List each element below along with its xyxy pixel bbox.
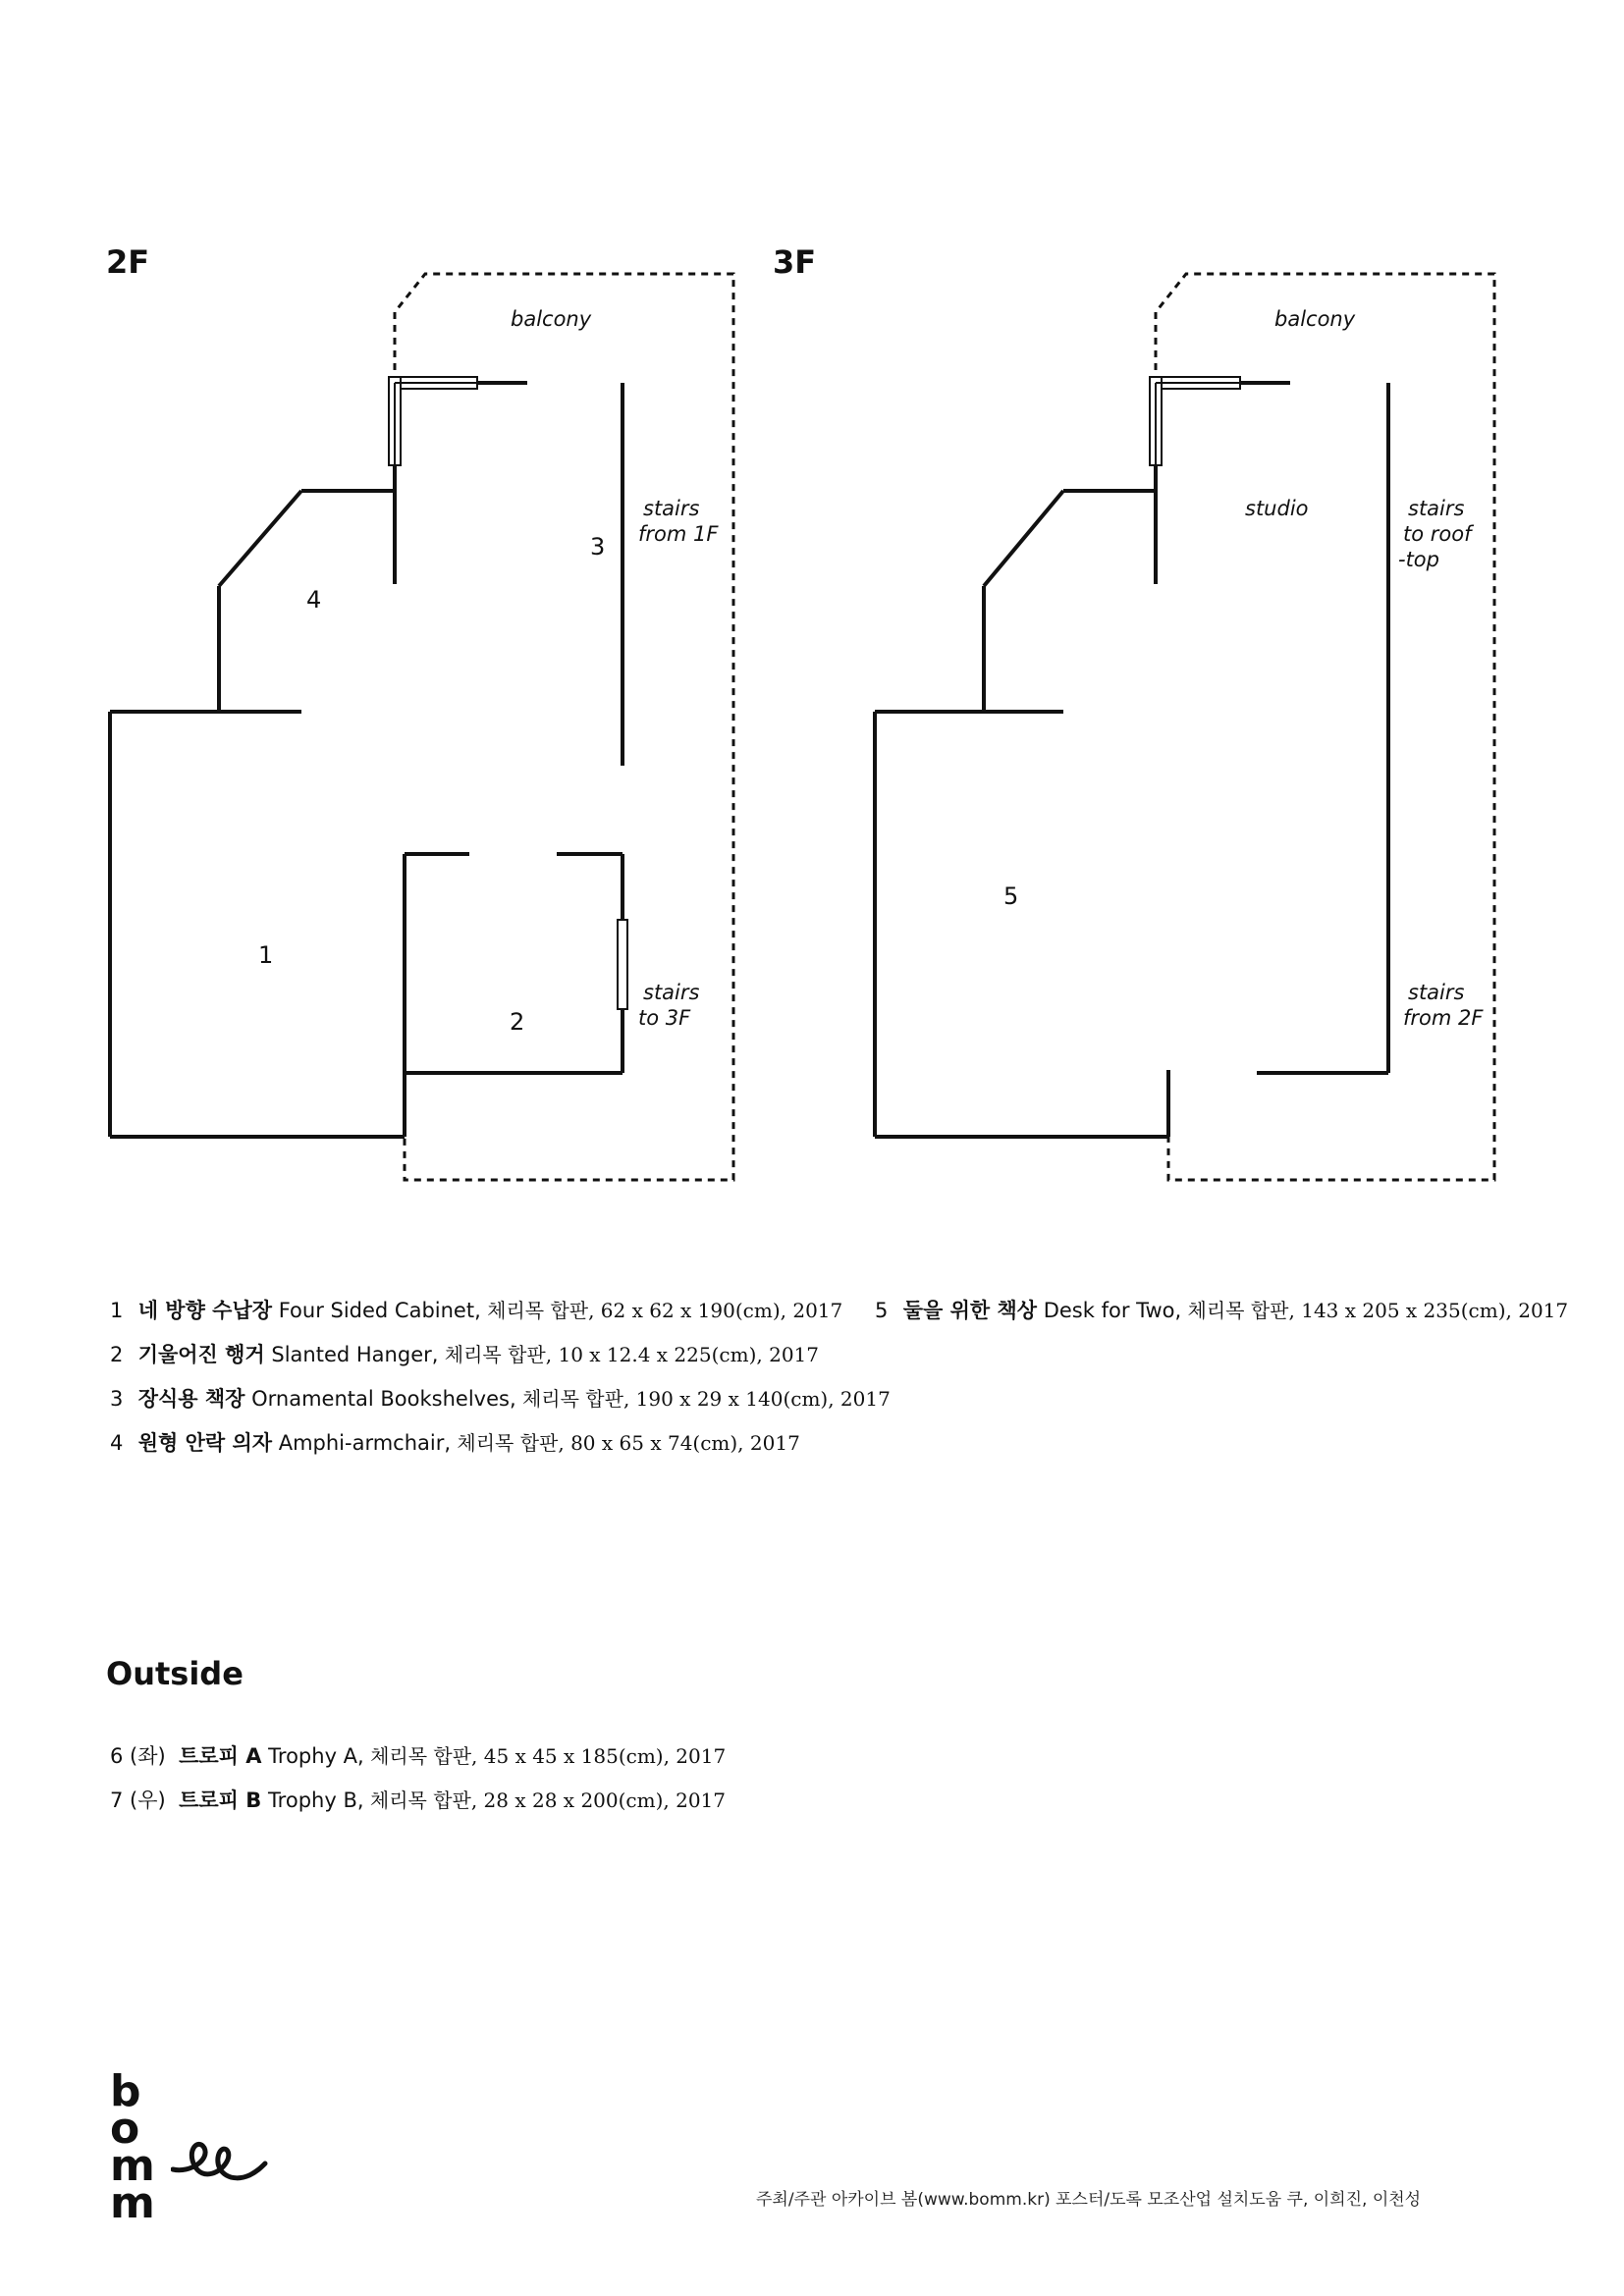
label-3f-studio: studio [1245, 497, 1309, 520]
list-item [110, 1779, 726, 1823]
logo-letter-b: b [110, 2066, 140, 2116]
item-number: 1 [110, 1299, 124, 1322]
item-korean-title: 트로피 B [179, 1789, 262, 1812]
item-korean-title: 장식용 책장 [137, 1387, 245, 1411]
item-english-title: Slanted Hanger, [264, 1343, 439, 1366]
label-2f-stairs-from-1f-a: stairs [643, 497, 700, 520]
label-2f-stairs-from-1f-b: from 1F [638, 522, 719, 546]
item-korean-title: 네 방향 수납장 [137, 1299, 273, 1322]
walls-3f [875, 383, 1388, 1137]
item-material: 체리목 합판, 28 x 28 x 200(cm), 2017 [363, 1789, 727, 1812]
item-material: 체리목 합판, 45 x 45 x 185(cm), 2017 [363, 1744, 727, 1768]
item-english-title: Ornamental Bookshelves, [244, 1387, 516, 1411]
label-3f-stairs-from-2f-a: stairs [1408, 981, 1465, 1004]
item-number: 2 [110, 1343, 124, 1366]
credits-line: 주최/주관 아카이브 봄(www.bomm.kr) 포스터/도록 모조산업 설치도움 쿠, 이희진, 이천성 [756, 2190, 1422, 2210]
window-frame-2f [389, 377, 477, 465]
piece-number-4: 4 [306, 586, 322, 614]
list-item [110, 1333, 891, 1377]
works-list [110, 1289, 891, 1466]
label-2f-stairs-to-3f-b: to 3F [638, 1006, 691, 1030]
item-material: 체리목 합판, 80 x 65 x 74(cm), 2017 [451, 1431, 800, 1455]
item-material: 체리목 합판, 62 x 62 x 190(cm), 2017 [480, 1299, 843, 1322]
label-3f-stairs-roof-b: to roof [1403, 522, 1472, 546]
floor-2f-title: 2F [106, 243, 150, 281]
outside-title: Outside [106, 1655, 244, 1692]
item-korean-title: 트로피 A [179, 1744, 262, 1768]
label-3f-balcony: balcony [1274, 307, 1356, 331]
list-item [110, 1735, 726, 1779]
logo-letter-m2: m [110, 2178, 154, 2228]
item-korean-title: 둘을 위한 책상 [902, 1299, 1038, 1322]
label-3f-stairs-roof-a: stairs [1408, 497, 1465, 520]
piece-number-2: 2 [510, 1008, 525, 1036]
outside-list [110, 1735, 726, 1823]
item-english-title: Amphi-armchair, [272, 1431, 452, 1455]
exterior-boundary-3f [1156, 274, 1494, 1180]
item-number: 7 (우) [110, 1789, 166, 1812]
bomm-logo [110, 2066, 267, 2230]
list-item [875, 1289, 1568, 1333]
piece-number-3: 3 [590, 533, 606, 561]
item-english-title: Desk for Two, [1037, 1299, 1182, 1322]
exterior-boundary-2f [395, 274, 733, 1180]
item-material: 체리목 합판, 143 x 205 x 235(cm), 2017 [1181, 1299, 1569, 1322]
list-item [110, 1421, 891, 1466]
logo-swirl-icon [171, 2130, 269, 2199]
stair-opening-2f [618, 920, 627, 1009]
piece-number-5: 5 [1003, 882, 1019, 910]
works-list-right [875, 1289, 1568, 1333]
item-material: 체리목 합판, 190 x 29 x 140(cm), 2017 [515, 1387, 891, 1411]
floor-plan-2f [110, 274, 733, 1180]
item-english-title: Four Sided Cabinet, [272, 1299, 481, 1322]
item-number: 4 [110, 1431, 124, 1455]
list-item [110, 1377, 891, 1421]
item-korean-title: 원형 안락 의자 [137, 1431, 273, 1455]
label-3f-stairs-from-2f-b: from 2F [1403, 1006, 1484, 1030]
floor-plan-3f [875, 274, 1494, 1180]
logo-letter-m: m [110, 2141, 154, 2191]
item-number: 6 (좌) [110, 1744, 166, 1768]
item-number: 3 [110, 1387, 124, 1411]
item-english-title: Trophy B, [261, 1789, 364, 1812]
label-2f-balcony: balcony [511, 307, 592, 331]
label-2f-stairs-to-3f-a: stairs [643, 981, 700, 1004]
walls-2f [110, 383, 623, 1137]
logo-letter-o: o [110, 2104, 139, 2154]
label-3f-stairs-roof-c: -top [1398, 548, 1439, 571]
item-english-title: Trophy A, [261, 1744, 364, 1768]
window-frame-3f [1150, 377, 1240, 465]
list-item [110, 1289, 891, 1333]
floor-3f-title: 3F [773, 243, 817, 281]
item-number: 5 [875, 1299, 889, 1322]
item-korean-title: 기울어진 행거 [137, 1343, 265, 1366]
piece-number-1: 1 [258, 941, 274, 969]
item-material: 체리목 합판, 10 x 12.4 x 225(cm), 2017 [438, 1343, 819, 1366]
